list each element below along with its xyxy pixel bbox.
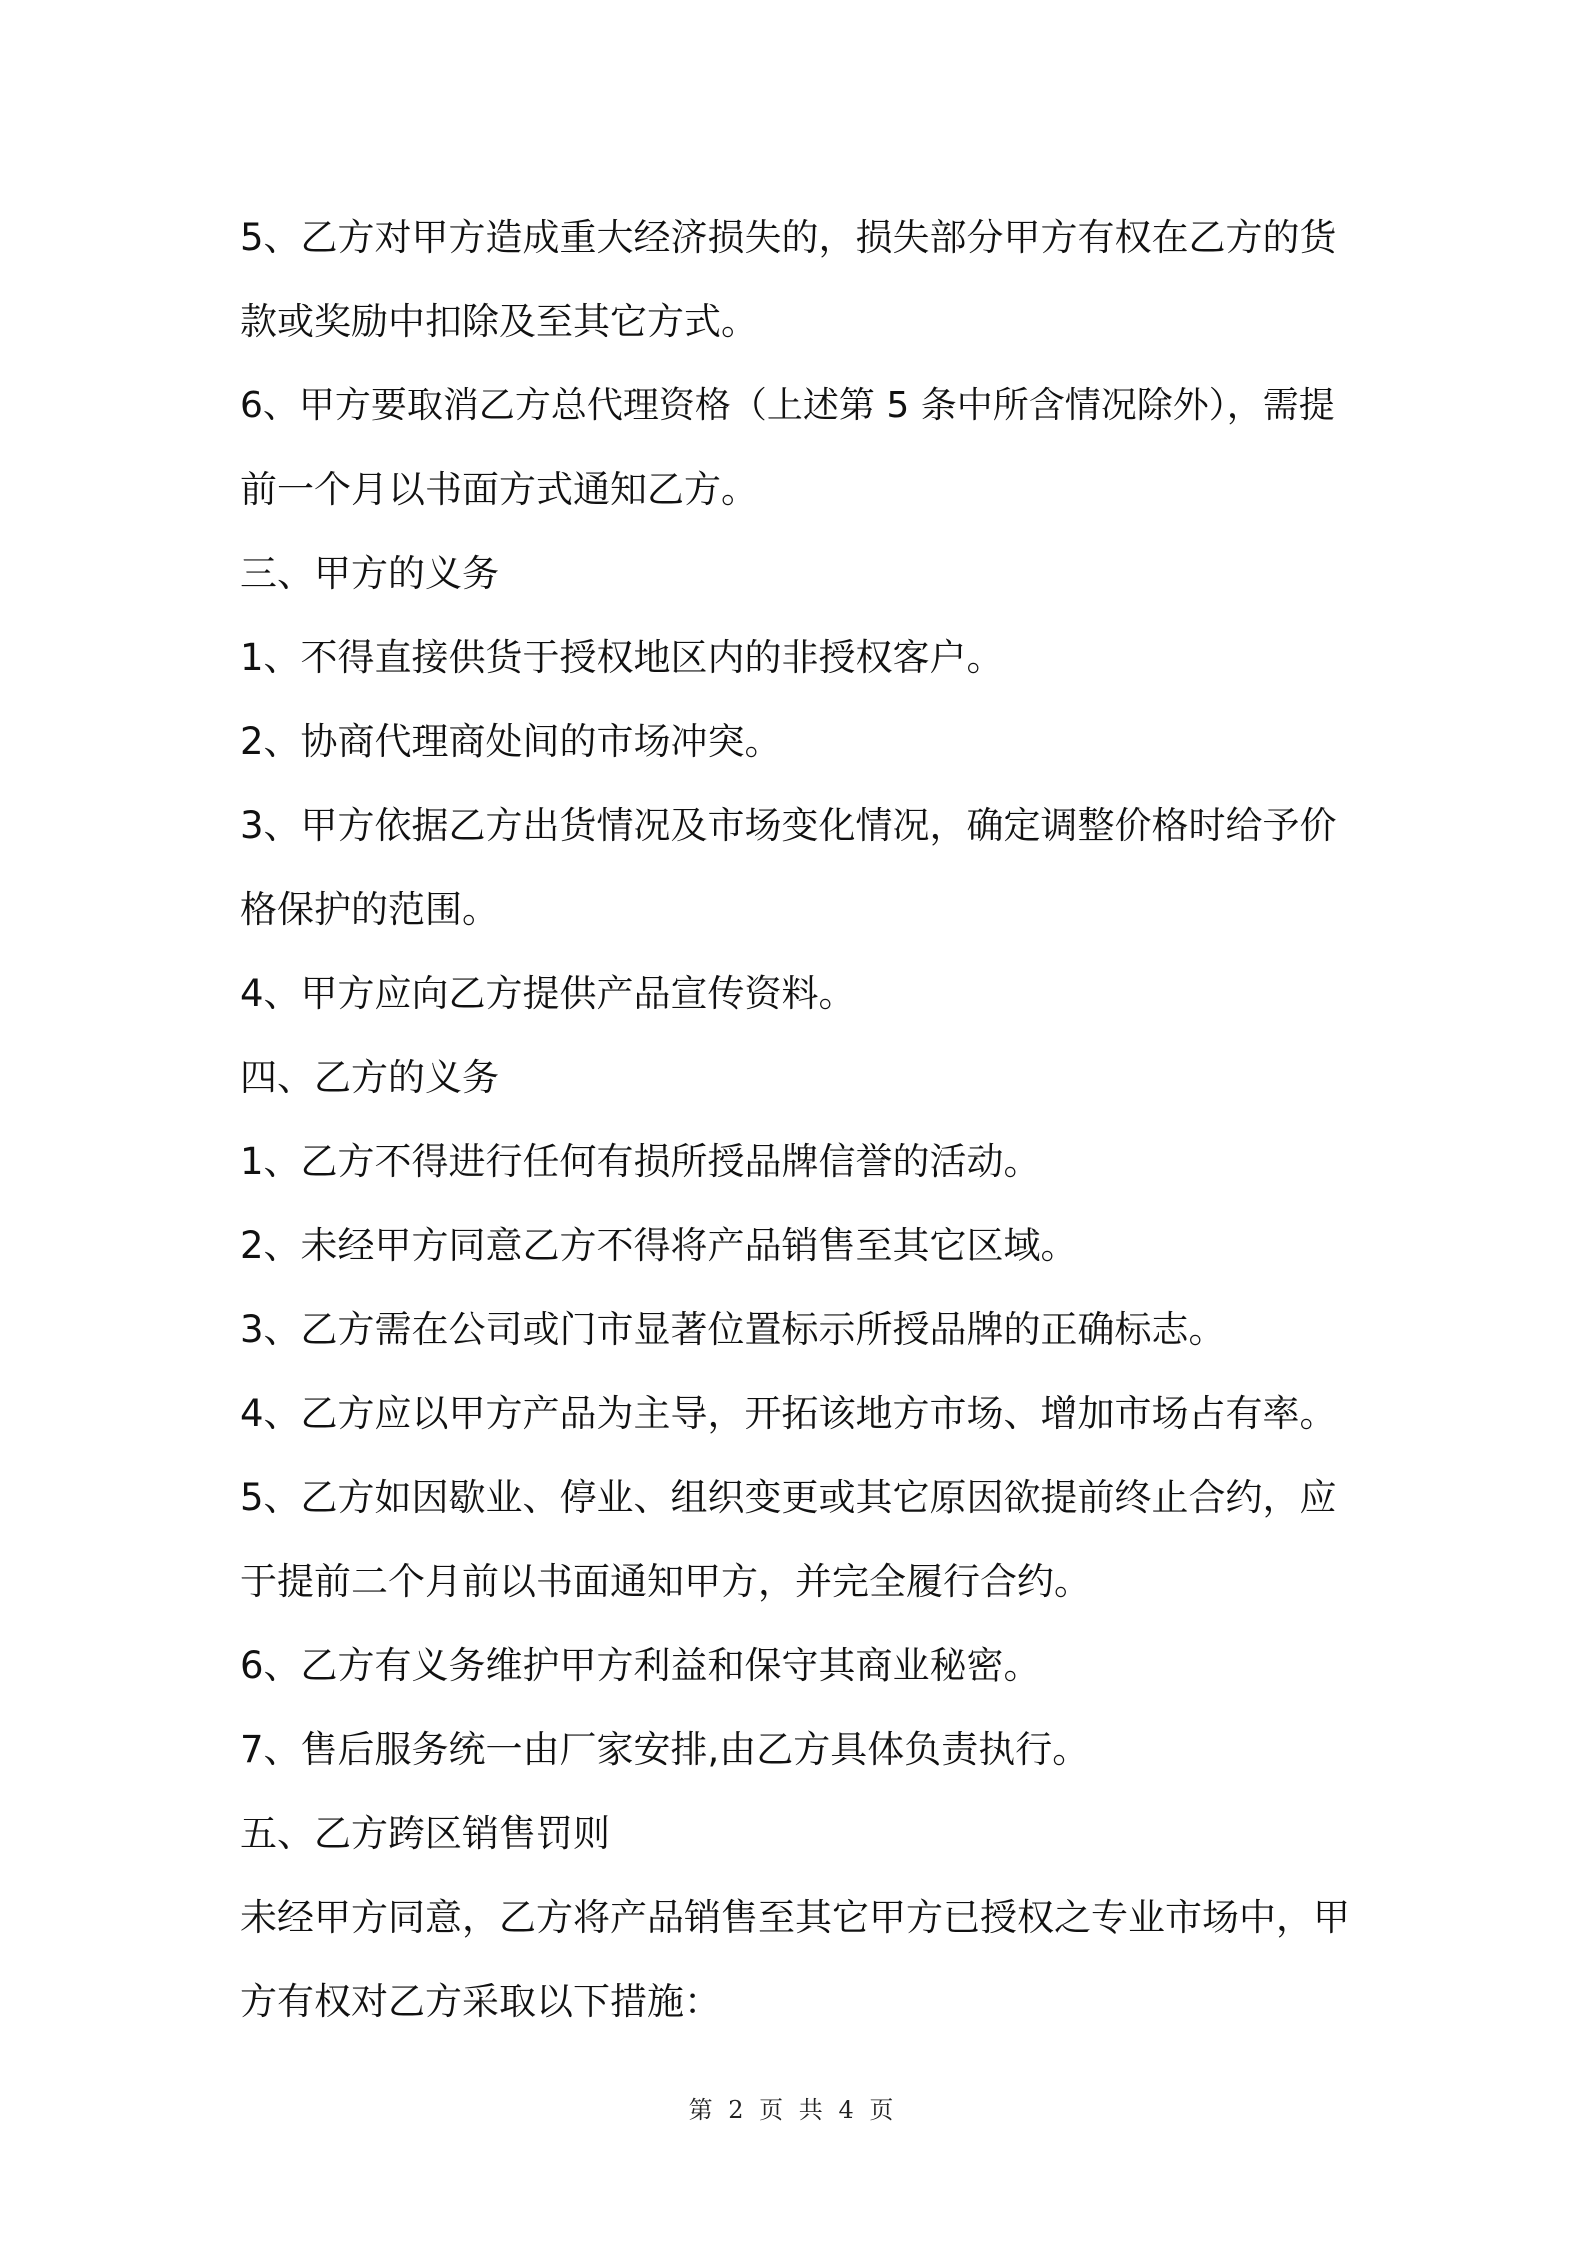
text-line: 7、售后服务统一由厂家安排,由乙方具体负责执行。 — [240, 1728, 1090, 1771]
document-body — [240, 196, 1360, 2044]
section-heading: 四、乙方的义务 — [240, 1056, 499, 1099]
text-line: 4、乙方应以甲方产品为主导，开拓该地方市场、增加市场占有率。 — [240, 1392, 1337, 1435]
text-line: 5、乙方对甲方造成重大经济损失的，损失部分甲方有权在乙方的货 — [240, 216, 1337, 259]
text-line: 4、甲方应向乙方提供产品宣传资料。 — [240, 972, 856, 1015]
text-line: 格保护的范围。 — [240, 888, 499, 931]
text-line: 于提前二个月前以书面通知甲方，并完全履行合约。 — [240, 1560, 1091, 1603]
text-line: 1、乙方不得进行任何有损所授品牌信誉的活动。 — [240, 1140, 1041, 1183]
text-line: 3、乙方需在公司或门市显著位置标示所授品牌的正确标志。 — [240, 1308, 1226, 1351]
text-line: 方有权对乙方采取以下措施： — [240, 1980, 721, 2023]
section-heading: 五、乙方跨区销售罚则 — [240, 1812, 610, 1855]
text-line: 1、不得直接供货于授权地区内的非授权客户。 — [240, 636, 1004, 679]
text-line: 2、未经甲方同意乙方不得将产品销售至其它区域。 — [240, 1224, 1078, 1267]
text-line: 3、甲方依据乙方出货情况及市场变化情况，确定调整价格时给予价 — [240, 804, 1337, 847]
text-line: 未经甲方同意，乙方将产品销售至其它甲方已授权之专业市场中，甲 — [240, 1896, 1350, 1939]
text-line: 6、甲方要取消乙方总代理资格（上述第 5 条中所含情况除外），需提 — [240, 385, 1335, 426]
section-heading: 三、甲方的义务 — [240, 552, 499, 595]
text-line: 5、乙方如因歇业、停业、组织变更或其它原因欲提前终止合约，应 — [240, 1476, 1337, 1519]
text-line: 2、协商代理商处间的市场冲突。 — [240, 720, 782, 763]
text-line: 款或奖励中扣除及至其它方式。 — [240, 300, 758, 343]
text-line: 6、乙方有义务维护甲方利益和保守其商业秘密。 — [240, 1644, 1041, 1687]
text-line: 前一个月以书面方式通知乙方。 — [240, 468, 758, 511]
page-number-footer: 第 2 页 共 4 页 — [688, 2096, 898, 2124]
